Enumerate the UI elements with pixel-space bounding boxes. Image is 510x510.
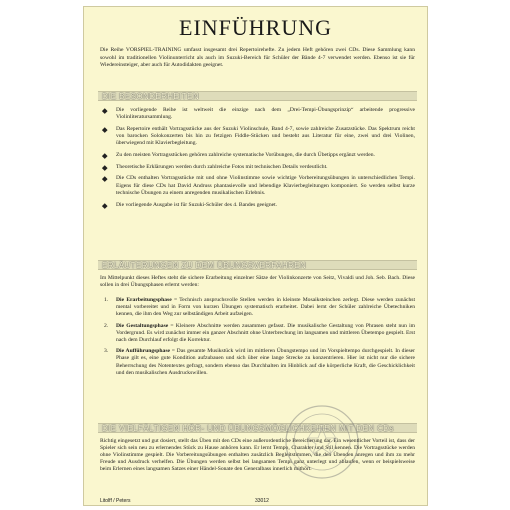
section-heading: DIE BESONDERHEITEN <box>102 92 199 101</box>
list-item <box>100 348 415 377</box>
section-heading-band <box>98 91 417 101</box>
list-item <box>100 323 415 345</box>
intro-paragraph: Die Reihe VORSPIEL-TRAINING umfasst insgesamt drei Repertoirehefte. Zu jedem Heft gehören zwei CDs. Diese Sammlung kann sowohl im traditionellen Violinunterricht als auch im Suzuki-Bereich für Schüler der Bände 4-7 verwendet werden. Ebenso ist sie für Wiedereinsteiger, aber auch für Autodidakten geeignet. <box>100 47 415 69</box>
publisher-label: Litolff / Peters <box>100 498 131 504</box>
section-heading-band <box>98 423 417 433</box>
section-text: Richtig eingesetzt und gut dosiert, stellt das Üben mit den CDs eine außerordentliche Bereicherung dar. Ein wesentlicher Vorteil ist, dass der Spieler sich sein neu zu erlernendes Stück zu Hause anhören kann. Er lernt Tempo, Charakter und Stil kennen. Die Vortragsstücke werden ohne Violinstimme gespielt. Die Vorbereitungsübungen enthalten zusätzlich Begleitstimmen, die den Übenden anregen und ihm zu mehr Freude und Ausdruck verhelfen. Die Übungen werden selbst bei langsamen Tempi ganz unterlegt und ablaufen, wenn er beispielsweise beim Erlernen eines langsamen Satzes einer Händel-Sonate den Generalbass innerlich mithört. <box>100 438 415 473</box>
list-item: Die vorliegende Ausgabe ist für Suzuki-Schüler des 4. Bandes geeignet. <box>100 202 415 209</box>
item-text: = Technisch anspruchsvolle Stellen werden in kleinste Mosaiksteinchen zerlegt. Diese werden zunächst mental vorbereitet und in Form von kurzen Übungen systematisch erarbeitet. Dabei lernt der Schüler zahlreiche Übetechniken kennen, die ihm den Weg zur selbständigen Arbeit aufzeigen. <box>116 297 415 318</box>
section-heading: ERLÄUTERUNGEN ZU DEM ÜBUNGSVERFAHREN <box>102 261 307 270</box>
section-heading: DIE VIELFÄLTIGEN HÖR- UND ÜBUNGSMÖGLICHKEITEN MIT DEN CDs <box>102 424 394 433</box>
list-item: Die CDs enthalten Vortragsstücke mit und ohne Violinstimme sowie wichtige Vorbereitungsübungen in unterschiedlichen Tempi. Eigens für diese CDs hat David Andruss phantasievolle und lebendige Klavierbegleitungen komponiert. So werden selbst kurze technische Übungen zu einem anregenden musikalischen Erlebnis. <box>100 175 415 197</box>
section-heading-band <box>98 260 417 270</box>
item-text: = Das gesamte Musikstück wird im mittleren Übungstempo und im Vorspieltempo durchgespielt. In dieser Phase gilt es, eine gute Kondition aufzubauen und sich über eine lange Strecke zu konzentrieren. Hier ist nicht nur die sichere Beherrschung des Notentextes gefragt, sondern ebenso das Durchhalten im Hinblick auf die körperliche Kraft, die Geschicklichkeit und den musikalischen Ausdruckswillen. <box>116 348 416 376</box>
list-item <box>100 297 415 319</box>
item-number: 3. <box>104 348 109 355</box>
item-number: 1. <box>104 297 109 303</box>
list-item: Die vorliegende Reihe ist weltweit die einzige nach dem „Drei-Tempi-Übungsprinzip“ arbeitende progressive Violinliteratursammlung. <box>100 107 415 121</box>
document-page <box>83 6 428 506</box>
seal-watermark <box>282 402 362 482</box>
features-list <box>100 107 415 213</box>
catalog-number: 33012 <box>255 498 269 504</box>
list-item: Das Repertoire enthält Vortragsstücke aus der Suzuki Violinschule, Band 4-7, sowie zahlreiche Zusatzstücke. Das Spektrum reicht von barocken Solokonzerten bis hin zu fetzigen Fiddle-Stücken und besteht aus Literatur für eine, zwei und drei Violinen, überwiegend mit Klavierbegleitung. <box>100 126 415 148</box>
phases-list <box>100 297 415 381</box>
section-intro: Im Mittelpunkt dieses Heftes steht die sichere Erarbeitung einzelner Sätze der Violinkonzerte von Seitz, Vivaldi und Joh. Seb. Bach. Diese sollen in drei Übungsphasen erlernt werden: <box>100 275 415 289</box>
item-heading: Die Gestaltungsphase <box>116 322 169 329</box>
item-heading: Die Erarbeitungsphase <box>116 297 172 303</box>
list-item: Zu den meisten Vortragsstücken gehören zahlreiche systematische Vorübungen, die durch Übetipps ergänzt werden. <box>100 152 415 159</box>
item-number: 2. <box>104 322 109 329</box>
item-heading: Die Aufführungsphase <box>116 348 170 355</box>
page-title: EINFÜHRUNG <box>179 15 332 40</box>
item-text: = Kleinere Abschnitte werden zusammen gefasst. Die musikalische Gestaltung von Phrasen steht nun im Vordergrund. Es wird zunächst immer ein ganzer Abschnitt ohne Unterbrechung im langsamen und mittleren Übetempo gespielt. Erst nach dem Durchlauf erfolgt die Korrektur. <box>116 322 415 344</box>
list-item: Theoretische Erklärungen werden durch zahlreiche Fotos mit technischen Details verdeutlicht. <box>100 164 415 171</box>
